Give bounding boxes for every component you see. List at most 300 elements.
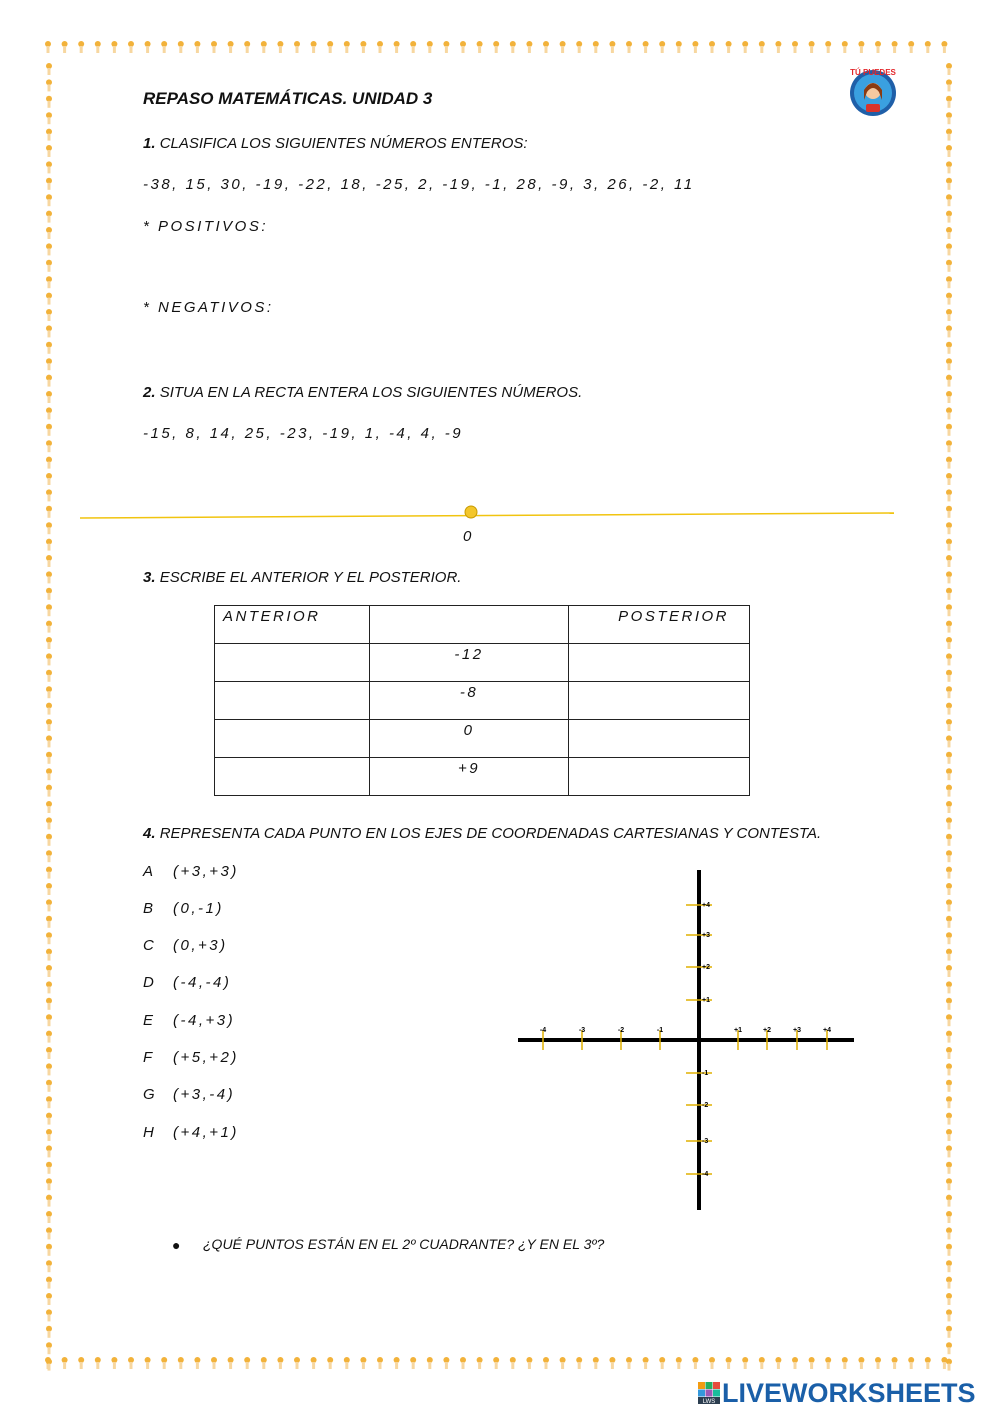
liveworksheets-brand-text: LIVEWORKSHEETS	[722, 1378, 976, 1408]
candle-ornament	[46, 325, 52, 337]
candle-ornament	[526, 1357, 532, 1369]
candle-ornament	[294, 41, 300, 53]
candle-ornament	[946, 1260, 952, 1272]
candle-ornament	[560, 1357, 566, 1369]
candle-ornament	[493, 1357, 499, 1369]
candle-ornament	[946, 342, 952, 354]
page-title: REPASO MATEMÁTICAS. UNIDAD 3	[143, 89, 433, 108]
candle-ornament	[946, 883, 952, 895]
y-tick-label: +2	[702, 964, 710, 971]
q1-number: 1.	[143, 135, 156, 152]
point-label: E	[143, 1012, 156, 1029]
q3-number: 3.	[143, 569, 156, 586]
candle-ornament	[46, 1326, 52, 1338]
candle-ornament	[676, 41, 682, 53]
candle-ornament	[78, 41, 84, 53]
x-tick-label: -1	[656, 1027, 664, 1034]
candle-ornament	[643, 41, 649, 53]
candle-ornament	[946, 604, 952, 616]
posterior-input-cell[interactable]	[569, 720, 750, 758]
candle-ornament	[946, 358, 952, 370]
candle-ornament	[946, 670, 952, 682]
candle-ornament	[946, 653, 952, 665]
candle-ornament	[526, 41, 532, 53]
candle-ornament	[946, 424, 952, 436]
candle-ornament	[946, 965, 952, 977]
table-value: 0	[370, 720, 569, 758]
number-line-zero-point[interactable]	[465, 506, 477, 518]
candle-ornament	[493, 41, 499, 53]
liveworksheets-logo-icon	[698, 1382, 720, 1404]
candle-ornament	[946, 703, 952, 715]
candle-ornament	[825, 41, 831, 53]
liveworksheets-footer[interactable]	[698, 1378, 998, 1408]
candle-ornament	[46, 522, 52, 534]
candle-ornament	[946, 194, 952, 206]
point-item	[143, 974, 231, 991]
candle-ornament	[46, 227, 52, 239]
candle-ornament	[95, 41, 101, 53]
candle-ornament	[946, 949, 952, 961]
point-item	[143, 1049, 239, 1066]
candle-ornament	[946, 834, 952, 846]
candle-ornament	[946, 1063, 952, 1075]
point-coords: (+5,+2)	[173, 1049, 239, 1066]
point-label: A	[143, 863, 156, 880]
candle-ornament	[460, 41, 466, 53]
candle-ornament	[946, 1309, 952, 1321]
candle-ornament	[842, 1357, 848, 1369]
candle-ornament	[510, 41, 516, 53]
candle-ornament	[759, 41, 765, 53]
candle-ornament	[46, 145, 52, 157]
candle-ornament	[111, 41, 117, 53]
candle-ornament	[775, 41, 781, 53]
candle-ornament	[946, 407, 952, 419]
candle-ornament	[825, 1357, 831, 1369]
point-item	[143, 1124, 239, 1141]
candle-ornament	[946, 1031, 952, 1043]
candle-ornament	[46, 703, 52, 715]
x-tick-label: +2	[763, 1027, 771, 1034]
q1-positivos-label: * POSITIVOS:	[143, 218, 269, 235]
candle-ornament	[46, 998, 52, 1010]
candle-ornament	[692, 1357, 698, 1369]
candle-ornament	[62, 41, 68, 53]
number-line	[78, 500, 898, 530]
candle-ornament	[946, 686, 952, 698]
candle-ornament	[946, 473, 952, 485]
q4-heading	[143, 825, 821, 842]
candle-ornament	[46, 112, 52, 124]
candle-ornament	[946, 588, 952, 600]
candle-ornament	[427, 41, 433, 53]
candle-ornament	[194, 41, 200, 53]
anterior-posterior-table	[214, 605, 750, 796]
y-tick-label: +3	[702, 932, 710, 939]
candle-ornament	[946, 867, 952, 879]
candle-ornament	[46, 96, 52, 108]
candle-ornament	[394, 41, 400, 53]
x-tick-label: -2	[617, 1027, 625, 1034]
table-value: +9	[370, 758, 569, 796]
candle-ornament	[261, 1357, 267, 1369]
candle-ornament	[46, 1162, 52, 1174]
point-item	[143, 1012, 235, 1029]
candle-ornament	[46, 588, 52, 600]
candle-ornament	[46, 1342, 52, 1354]
candle-ornament	[946, 506, 952, 518]
x-tick-label: -4	[539, 1027, 547, 1034]
candle-ornament	[46, 1227, 52, 1239]
candle-ornament	[46, 1244, 52, 1256]
candle-ornament	[858, 1357, 864, 1369]
anterior-input-cell[interactable]	[215, 720, 370, 758]
candle-ornament	[946, 981, 952, 993]
candle-ornament	[576, 41, 582, 53]
q1-negativos-label: * NEGATIVOS:	[143, 299, 274, 316]
point-coords: (-4,-4)	[173, 974, 232, 991]
candle-ornament	[46, 391, 52, 403]
candle-ornament	[46, 949, 52, 961]
candle-ornament	[261, 41, 267, 53]
candle-ornament	[46, 1277, 52, 1289]
candle-ornament	[946, 1211, 952, 1223]
candle-ornament	[477, 41, 483, 53]
candle-ornament	[946, 916, 952, 928]
candle-ornament	[946, 1326, 952, 1338]
candle-ornament	[46, 867, 52, 879]
candle-ornament	[892, 41, 898, 53]
candle-ornament	[946, 1178, 952, 1190]
candle-ornament	[543, 1357, 549, 1369]
candle-ornament	[46, 407, 52, 419]
candle-ornament	[46, 801, 52, 813]
candle-ornament	[626, 41, 632, 53]
point-label: D	[143, 974, 157, 991]
candle-ornament	[946, 1195, 952, 1207]
candle-ornament	[946, 161, 952, 173]
candle-ornament	[946, 817, 952, 829]
candle-ornament	[46, 571, 52, 583]
candle-ornament	[742, 1357, 748, 1369]
candle-ornament	[609, 41, 615, 53]
candle-ornament	[759, 1357, 765, 1369]
candle-ornament	[377, 1357, 383, 1369]
candle-ornament	[46, 604, 52, 616]
candle-ornament	[62, 1357, 68, 1369]
candle-ornament	[858, 41, 864, 53]
candle-ornament	[46, 1145, 52, 1157]
candle-ornament	[946, 129, 952, 141]
candle-ornament	[244, 41, 250, 53]
candle-ornament	[311, 41, 317, 53]
candle-ornament	[46, 768, 52, 780]
anterior-input-cell[interactable]	[215, 758, 370, 796]
candle-ornament	[543, 41, 549, 53]
candle-ornament	[726, 41, 732, 53]
candle-ornament	[46, 309, 52, 321]
candle-ornament	[946, 211, 952, 223]
cartesian-axes	[510, 865, 870, 1215]
point-item	[143, 863, 239, 880]
candle-ornament	[46, 817, 52, 829]
candle-ornament	[946, 1096, 952, 1108]
point-label: G	[143, 1086, 158, 1103]
candle-ornament	[946, 1129, 952, 1141]
candle-ornament	[145, 41, 151, 53]
candle-ornament	[46, 981, 52, 993]
candle-ornament	[360, 1357, 366, 1369]
x-tick-label: +3	[793, 1027, 801, 1034]
point-coords: (+3,-4)	[173, 1086, 236, 1103]
candle-ornament	[946, 1244, 952, 1256]
candle-ornament	[946, 932, 952, 944]
svg-text:TÚ PUEDES: TÚ PUEDES	[850, 68, 896, 77]
candle-ornament	[946, 1113, 952, 1125]
candle-ornament	[46, 1047, 52, 1059]
candle-ornament	[946, 178, 952, 190]
q2-heading	[143, 384, 582, 401]
candle-ornament	[410, 1357, 416, 1369]
candle-ornament	[46, 965, 52, 977]
table-header-row	[215, 606, 750, 644]
q2-numbers: -15, 8, 14, 25, -23, -19, 1, -4, 4, -9	[143, 425, 464, 442]
candle-ornament	[792, 1357, 798, 1369]
candle-ornament	[46, 1178, 52, 1190]
candle-ornament	[46, 194, 52, 206]
candle-ornament	[46, 637, 52, 649]
candle-ornament	[842, 41, 848, 53]
decorative-border-left	[44, 44, 56, 1374]
posterior-input-cell[interactable]	[569, 682, 750, 720]
candle-ornament	[443, 41, 449, 53]
candle-ornament	[946, 1277, 952, 1289]
candle-ornament	[946, 440, 952, 452]
candle-ornament	[946, 1162, 952, 1174]
point-item	[143, 900, 224, 917]
point-coords: (+4,+1)	[173, 1124, 239, 1141]
candle-ornament	[946, 621, 952, 633]
point-label: C	[143, 937, 157, 954]
table-value: -8	[370, 682, 569, 720]
tu-puedes-logo	[846, 66, 900, 116]
candle-ornament	[46, 276, 52, 288]
candle-ornament	[946, 1227, 952, 1239]
candle-ornament	[344, 41, 350, 53]
table-row	[215, 758, 750, 796]
candle-ornament	[726, 1357, 732, 1369]
number-line-zero-label: 0	[463, 528, 472, 545]
candle-ornament	[809, 1357, 815, 1369]
candle-ornament	[626, 1357, 632, 1369]
candle-ornament	[908, 41, 914, 53]
candle-ornament	[946, 1293, 952, 1305]
candle-ornament	[46, 358, 52, 370]
q4-question: ¿QUÉ PUNTOS ESTÁN EN EL 2º CUADRANTE? ¿Y EN EL 3º?	[203, 1236, 605, 1252]
candle-ornament	[946, 998, 952, 1010]
candle-ornament	[46, 211, 52, 223]
candle-ornament	[46, 899, 52, 911]
candle-ornament	[775, 1357, 781, 1369]
table-value: -12	[370, 644, 569, 682]
candle-ornament	[946, 522, 952, 534]
candle-ornament	[46, 1260, 52, 1272]
candle-ornament	[161, 1357, 167, 1369]
candle-ornament	[46, 342, 52, 354]
candle-ornament	[46, 539, 52, 551]
candle-ornament	[946, 801, 952, 813]
candle-ornament	[46, 1211, 52, 1223]
q2-number: 2.	[143, 384, 156, 401]
candle-ornament	[946, 325, 952, 337]
candle-ornament	[244, 1357, 250, 1369]
candle-ornament	[46, 1096, 52, 1108]
candle-ornament	[46, 1014, 52, 1026]
y-tick-label: -3	[702, 1138, 709, 1145]
candle-ornament	[46, 63, 52, 75]
candle-ornament	[946, 260, 952, 272]
candle-ornament	[946, 1145, 952, 1157]
candle-ornament	[128, 41, 134, 53]
candle-ornament	[128, 1357, 134, 1369]
point-item	[143, 1086, 235, 1103]
candle-ornament	[377, 41, 383, 53]
candle-ornament	[925, 1357, 931, 1369]
candle-ornament	[709, 41, 715, 53]
point-label: F	[143, 1049, 155, 1066]
candle-ornament	[946, 637, 952, 649]
candle-ornament	[78, 1357, 84, 1369]
candle-ornament	[46, 260, 52, 272]
candle-ornament	[809, 41, 815, 53]
candle-ornament	[46, 1195, 52, 1207]
point-coords: (-4,+3)	[173, 1012, 236, 1029]
candle-ornament	[161, 41, 167, 53]
q3-heading	[143, 569, 461, 586]
q1-text: CLASIFICA LOS SIGUIENTES NÚMEROS ENTEROS:	[159, 135, 528, 152]
candle-ornament	[46, 834, 52, 846]
candle-ornament	[946, 1080, 952, 1092]
candle-ornament	[692, 41, 698, 53]
candle-ornament	[946, 489, 952, 501]
y-tick-label: +1	[702, 997, 710, 1004]
q3-text: ESCRIBE EL ANTERIOR Y EL POSTERIOR.	[159, 569, 462, 586]
candle-ornament	[46, 916, 52, 928]
candle-ornament	[46, 178, 52, 190]
candle-ornament	[946, 1047, 952, 1059]
candle-ornament	[46, 1309, 52, 1321]
candle-ornament	[946, 375, 952, 387]
q4-text: REPRESENTA CADA PUNTO EN LOS EJES DE COORDENADAS CARTESIANAS Y CONTESTA.	[159, 825, 822, 842]
candle-ornament	[560, 41, 566, 53]
point-item	[143, 937, 228, 954]
candle-ornament	[327, 41, 333, 53]
candle-ornament	[946, 735, 952, 747]
candle-ornament	[659, 41, 665, 53]
candle-ornament	[46, 293, 52, 305]
candle-ornament	[46, 1113, 52, 1125]
anterior-input-cell[interactable]	[215, 682, 370, 720]
candle-ornament	[46, 440, 52, 452]
table-row	[215, 720, 750, 758]
candle-ornament	[95, 1357, 101, 1369]
point-coords: (0,+3)	[173, 937, 228, 954]
candle-ornament	[46, 932, 52, 944]
x-tick-label: +1	[734, 1027, 742, 1034]
candle-ornament	[946, 227, 952, 239]
candle-ornament	[946, 1014, 952, 1026]
candle-ornament	[460, 1357, 466, 1369]
candle-ornament	[477, 1357, 483, 1369]
candle-ornament	[46, 621, 52, 633]
candle-ornament	[427, 1357, 433, 1369]
candle-ornament	[946, 1359, 952, 1371]
candle-ornament	[46, 489, 52, 501]
candle-ornament	[277, 1357, 283, 1369]
x-tick-label: +4	[823, 1027, 831, 1034]
candle-ornament	[46, 653, 52, 665]
candle-ornament	[46, 424, 52, 436]
point-coords: (0,-1)	[173, 900, 224, 917]
candle-ornament	[46, 1293, 52, 1305]
candle-ornament	[946, 112, 952, 124]
candle-ornament	[394, 1357, 400, 1369]
candle-ornament	[709, 1357, 715, 1369]
candle-ornament	[327, 1357, 333, 1369]
point-label: H	[143, 1124, 157, 1141]
candle-ornament	[643, 1357, 649, 1369]
candle-ornament	[46, 752, 52, 764]
candle-ornament	[946, 145, 952, 157]
candle-ornament	[946, 63, 952, 75]
candle-ornament	[46, 1031, 52, 1043]
candle-ornament	[311, 1357, 317, 1369]
q2-text: SITUA EN LA RECTA ENTERA LOS SIGUIENTES NÚMEROS.	[159, 384, 583, 401]
candle-ornament	[946, 96, 952, 108]
header-middle	[370, 606, 569, 644]
candle-ornament	[46, 670, 52, 682]
q1-numbers: -38, 15, 30, -19, -22, 18, -25, 2, -19, -1, 28, -9, 3, 26, -2, 11	[143, 176, 695, 193]
decorative-border-bottom	[44, 1356, 956, 1370]
candle-ornament	[609, 1357, 615, 1369]
candle-ornament	[946, 293, 952, 305]
posterior-input-cell[interactable]	[569, 758, 750, 796]
q4-number: 4.	[143, 825, 156, 842]
bullet-icon: ●	[172, 1237, 181, 1253]
candle-ornament	[145, 1357, 151, 1369]
candle-ornament	[46, 375, 52, 387]
candle-ornament	[946, 719, 952, 731]
header-anterior: ANTERIOR	[215, 606, 370, 644]
candle-ornament	[946, 752, 952, 764]
table-row	[215, 644, 750, 682]
anterior-input-cell[interactable]	[215, 644, 370, 682]
x-tick-label: -3	[578, 1027, 586, 1034]
candle-ornament	[46, 129, 52, 141]
candle-ornament	[46, 785, 52, 797]
candle-ornament	[294, 1357, 300, 1369]
posterior-input-cell[interactable]	[569, 644, 750, 682]
candle-ornament	[410, 41, 416, 53]
candle-ornament	[46, 243, 52, 255]
candle-ornament	[46, 1063, 52, 1075]
candle-ornament	[946, 79, 952, 91]
candle-ornament	[46, 506, 52, 518]
candle-ornament	[46, 1129, 52, 1141]
candle-ornament	[946, 391, 952, 403]
candle-ornament	[593, 41, 599, 53]
